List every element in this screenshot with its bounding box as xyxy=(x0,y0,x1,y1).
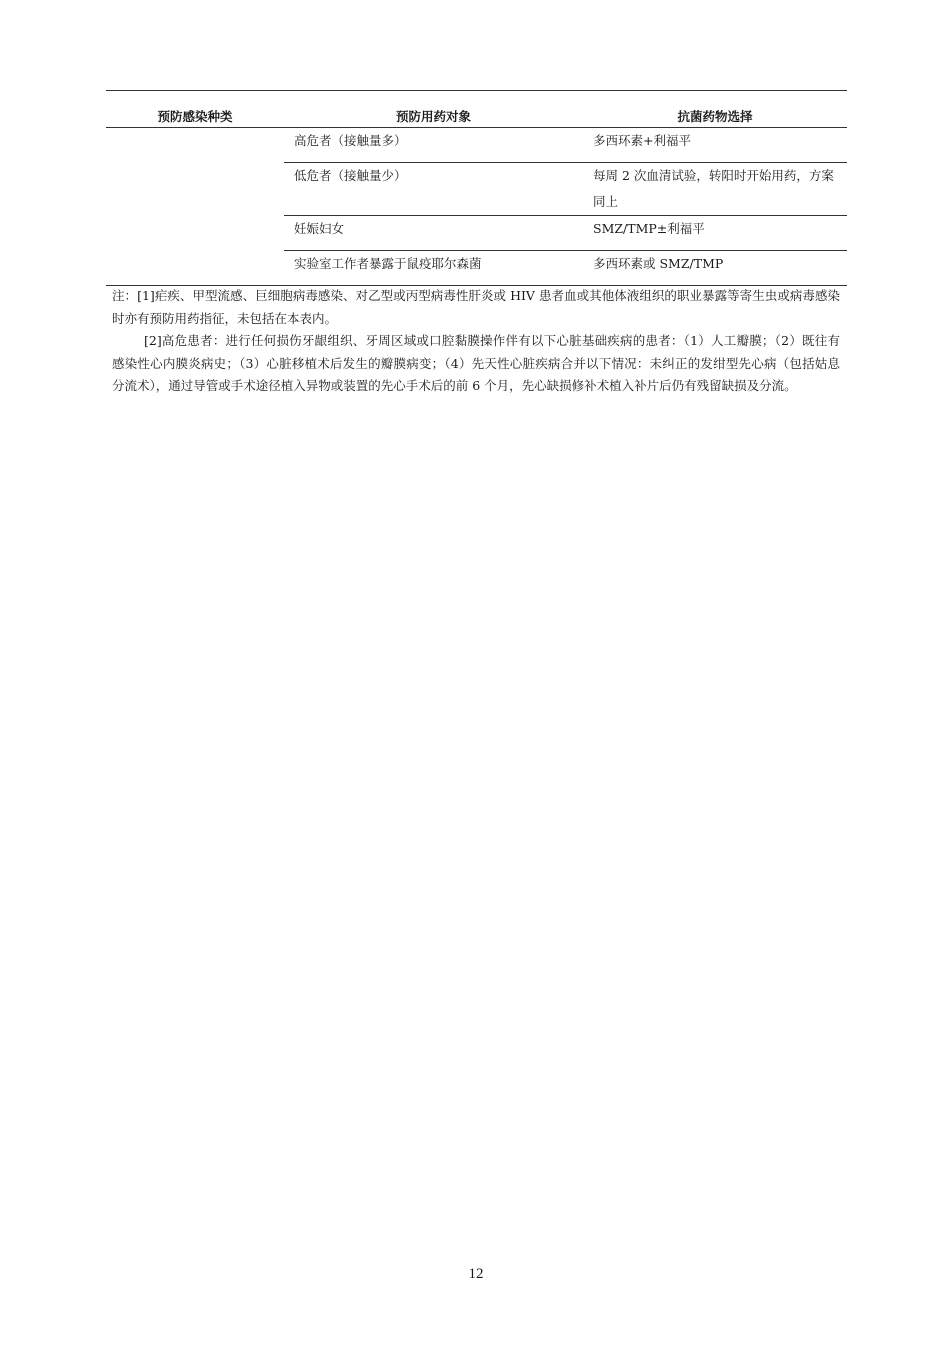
table-row xyxy=(106,216,847,251)
cell-drug: 多西环素+利福平 xyxy=(583,128,847,163)
footnote-1: 注：[1]疟疾、甲型流感、巨细胞病毒感染、对乙型或丙型病毒性肝炎或 HIV 患者血或其他体液组织的职业暴露等寄生虫或病毒感染时亦有预防用药指征，未包括在本表内。 xyxy=(112,288,840,326)
cell-target: 低危者（接触量少） xyxy=(284,163,583,216)
cell-drug: SMZ/TMP±利福平 xyxy=(583,216,847,251)
cell-category xyxy=(106,163,284,216)
header-target-population: 预防用药对象 xyxy=(395,109,471,124)
header-infection-type: 预防感染种类 xyxy=(157,109,233,124)
table-row xyxy=(106,128,847,163)
cell-category xyxy=(106,251,284,286)
prophylaxis-table-container xyxy=(106,90,847,286)
page-number: 12 xyxy=(468,1266,484,1282)
cell-target: 高危者（接触量多） xyxy=(284,128,583,163)
cell-category xyxy=(106,216,284,251)
header-antibiotic-choice: 抗菌药物选择 xyxy=(677,109,753,124)
cell-category xyxy=(106,128,284,163)
table-footnotes xyxy=(112,285,840,398)
prophylaxis-table xyxy=(106,90,847,286)
table-row xyxy=(106,251,847,286)
footnote-2: [2]高危患者：进行任何损伤牙龈组织、牙周区域或口腔黏膜操作伴有以下心脏基础疾病的患者：（1）人工瓣膜；（2）既往有感染性心内膜炎病史；（3）心脏移植术后发生的瓣膜病变；（4）先天性心脏疾病合并以下情况：未纠正的发绀型先心病（包括姑息分流术），通过导管或手术途径植入异物或装置的先心手术后的前 6 个月，先心缺损修补术植入补片后仍有残留缺损及分流。 xyxy=(112,333,840,393)
cell-drug: 每周 2 次血清试验，转阳时开始用药，方案同上 xyxy=(583,163,847,216)
table-header-row xyxy=(106,91,847,128)
cell-drug: 多西环素或 SMZ/TMP xyxy=(583,251,847,286)
cell-target: 妊娠妇女 xyxy=(284,216,583,251)
table-row xyxy=(106,163,847,216)
cell-target: 实验室工作者暴露于鼠疫耶尔森菌 xyxy=(284,251,583,286)
